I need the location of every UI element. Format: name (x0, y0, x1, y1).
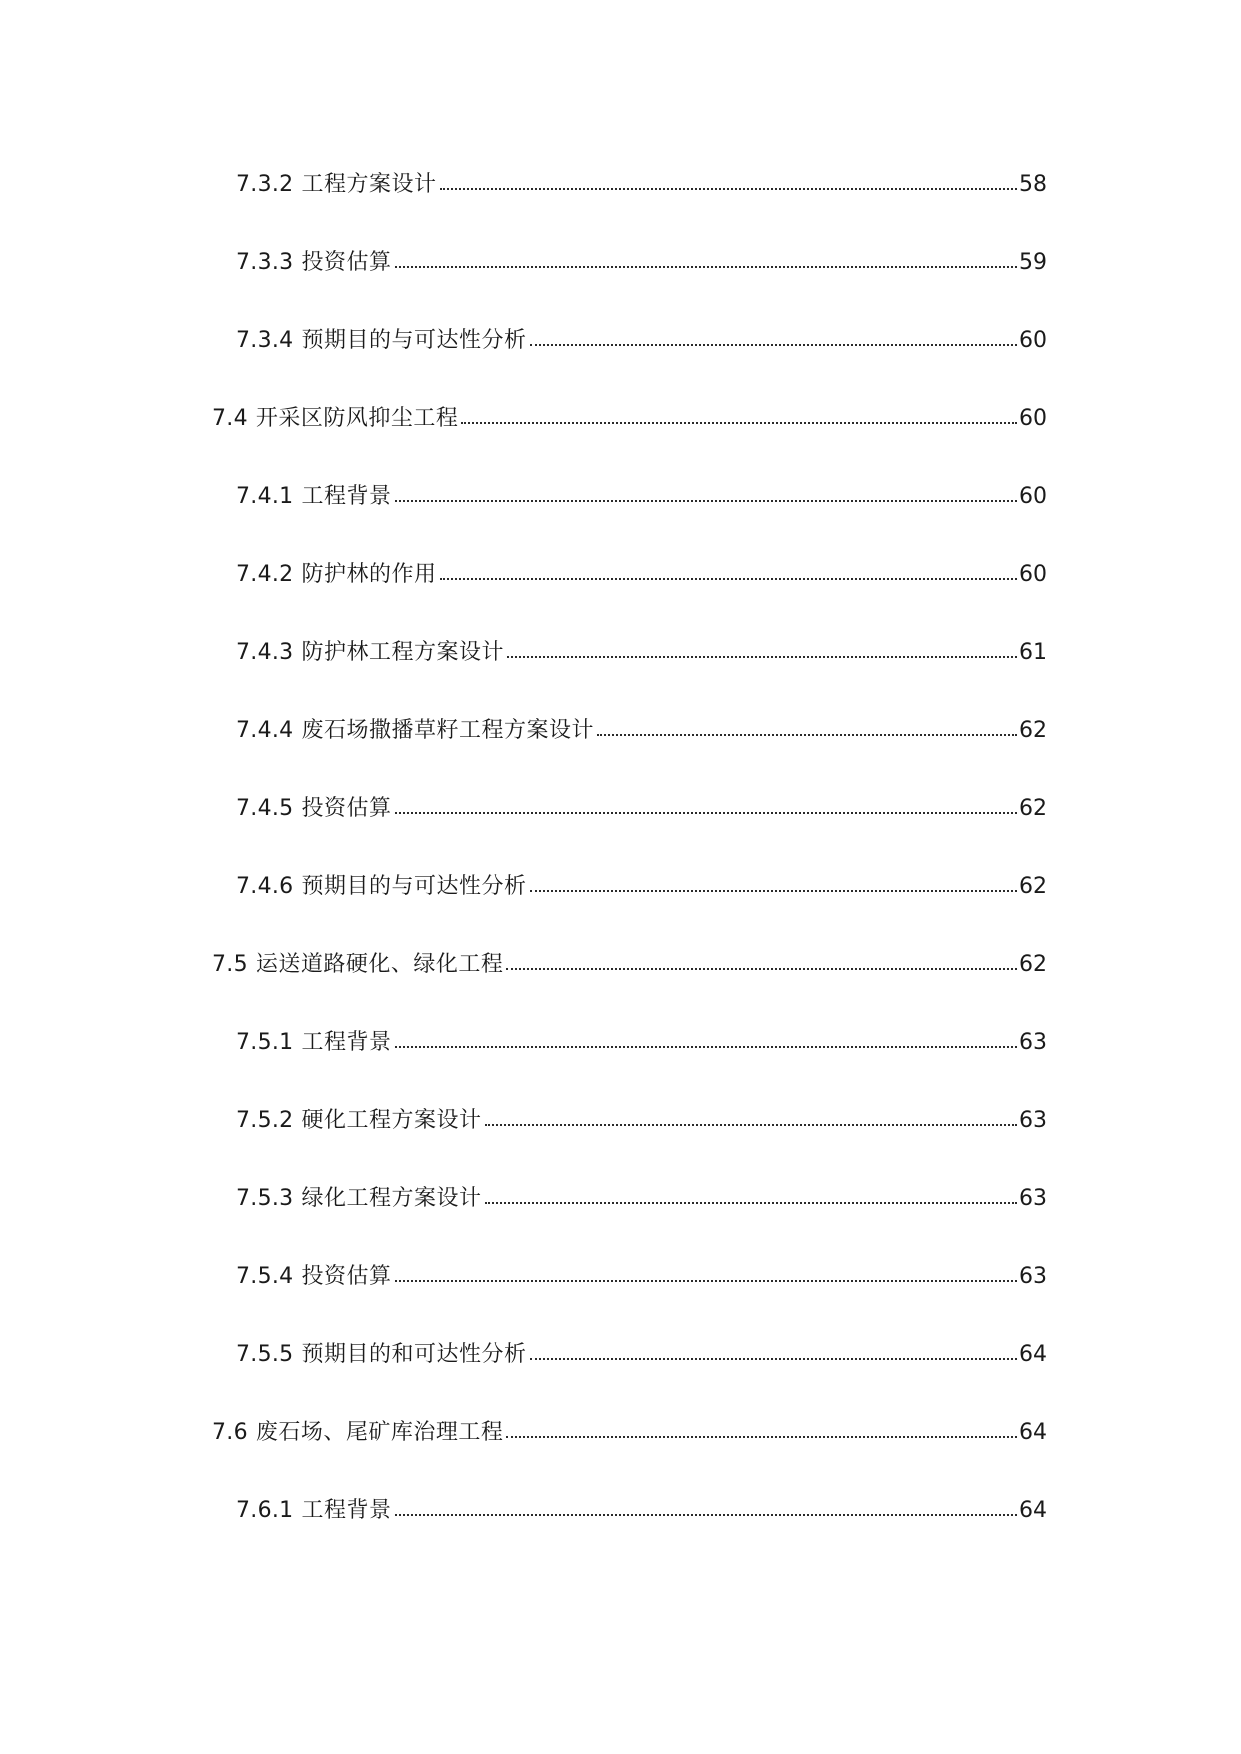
toc-entry-7-6-1[interactable] (236, 1494, 1047, 1528)
leader-dots (485, 1123, 1018, 1126)
entry-number: 7.5.5 (236, 1342, 294, 1367)
entry-title: 工程背景 (301, 1498, 392, 1523)
entry-page-number: 60 (1019, 562, 1047, 587)
toc-entry-7-4-5[interactable] (236, 792, 1047, 826)
entry-page-number: 62 (1019, 718, 1047, 743)
leader-dots (485, 1201, 1018, 1204)
entry-number: 7.4.2 (236, 562, 294, 587)
entry-number: 7.5 (212, 952, 248, 977)
entry-title: 投资估算 (301, 250, 392, 275)
entry-number: 7.4 (212, 406, 248, 431)
entry-page-number: 63 (1019, 1108, 1047, 1133)
toc-entry-7-4-4[interactable] (236, 714, 1047, 748)
entry-page-number: 61 (1019, 640, 1047, 665)
entry-title: 工程背景 (301, 484, 392, 509)
entry-number: 7.4.1 (236, 484, 294, 509)
entry-title: 投资估算 (301, 1264, 392, 1289)
leader-dots (530, 1357, 1018, 1360)
leader-dots (395, 1513, 1018, 1516)
entry-number: 7.6.1 (236, 1498, 294, 1523)
entry-title: 投资估算 (301, 796, 392, 821)
leader-dots (530, 889, 1018, 892)
leader-dots (395, 1279, 1018, 1282)
toc-entry-7-5-1[interactable] (236, 1026, 1047, 1060)
leader-dots (461, 421, 1017, 424)
toc-entry-7-4-2[interactable] (236, 558, 1047, 592)
leader-dots (395, 811, 1018, 814)
entry-number: 7.4.5 (236, 796, 294, 821)
entry-page-number: 63 (1019, 1186, 1047, 1211)
entry-page-number: 64 (1019, 1342, 1047, 1367)
entry-number: 7.5.1 (236, 1030, 294, 1055)
entry-page-number: 63 (1019, 1264, 1047, 1289)
toc-entry-7-3-2[interactable] (236, 168, 1047, 202)
entry-page-number: 62 (1019, 952, 1047, 977)
entry-page-number: 62 (1019, 796, 1047, 821)
entry-title: 绿化工程方案设计 (301, 1186, 482, 1211)
entry-page-number: 60 (1019, 484, 1047, 509)
entry-number: 7.5.2 (236, 1108, 294, 1133)
leader-dots (597, 733, 1017, 736)
toc-entry-7-3-4[interactable] (236, 324, 1047, 358)
entry-number: 7.3.2 (236, 172, 294, 197)
toc-entry-7-5[interactable] (212, 948, 1047, 982)
toc-entry-7-4-3[interactable] (236, 636, 1047, 670)
entry-page-number: 58 (1019, 172, 1047, 197)
entry-title: 预期目的与可达性分析 (301, 328, 527, 353)
entry-page-number: 59 (1019, 250, 1047, 275)
toc-entry-7-5-4[interactable] (236, 1260, 1047, 1294)
leader-dots (440, 577, 1018, 580)
toc-entry-7-4[interactable] (212, 402, 1047, 436)
leader-dots (395, 499, 1018, 502)
leader-dots (440, 187, 1018, 190)
entry-number: 7.4.4 (236, 718, 294, 743)
toc-entry-7-3-3[interactable] (236, 246, 1047, 280)
toc-entry-7-4-6[interactable] (236, 870, 1047, 904)
toc-entry-7-5-2[interactable] (236, 1104, 1047, 1138)
entry-title: 预期目的与可达性分析 (301, 874, 527, 899)
toc-entry-7-5-5[interactable] (236, 1338, 1047, 1372)
entry-title: 防护林的作用 (301, 562, 437, 587)
entry-number: 7.3.4 (236, 328, 294, 353)
entry-title: 运送道路硬化、绿化工程 (255, 952, 504, 977)
entry-number: 7.5.3 (236, 1186, 294, 1211)
toc-entry-7-6[interactable] (212, 1416, 1047, 1450)
toc-entry-7-5-3[interactable] (236, 1182, 1047, 1216)
leader-dots (395, 1045, 1018, 1048)
entry-number: 7.3.3 (236, 250, 294, 275)
leader-dots (530, 343, 1018, 346)
entry-page-number: 62 (1019, 874, 1047, 899)
leader-dots (395, 265, 1018, 268)
entry-title: 工程方案设计 (301, 172, 437, 197)
entry-number: 7.5.4 (236, 1264, 294, 1289)
leader-dots (507, 655, 1017, 658)
entry-number: 7.4.6 (236, 874, 294, 899)
entry-page-number: 60 (1019, 328, 1047, 353)
entry-title: 硬化工程方案设计 (301, 1108, 482, 1133)
entry-page-number: 64 (1019, 1498, 1047, 1523)
entry-title: 防护林工程方案设计 (301, 640, 504, 665)
entry-page-number: 64 (1019, 1420, 1047, 1445)
entry-title: 废石场撒播草籽工程方案设计 (301, 718, 594, 743)
entry-number: 7.4.3 (236, 640, 294, 665)
leader-dots (506, 967, 1017, 970)
entry-number: 7.6 (212, 1420, 248, 1445)
toc-entry-7-4-1[interactable] (236, 480, 1047, 514)
entry-page-number: 60 (1019, 406, 1047, 431)
entry-title: 废石场、尾矿库治理工程 (255, 1420, 504, 1445)
entry-title: 工程背景 (301, 1030, 392, 1055)
entry-title: 预期目的和可达性分析 (301, 1342, 527, 1367)
entry-title: 开采区防风抑尘工程 (255, 406, 459, 431)
entry-page-number: 63 (1019, 1030, 1047, 1055)
leader-dots (506, 1435, 1017, 1438)
